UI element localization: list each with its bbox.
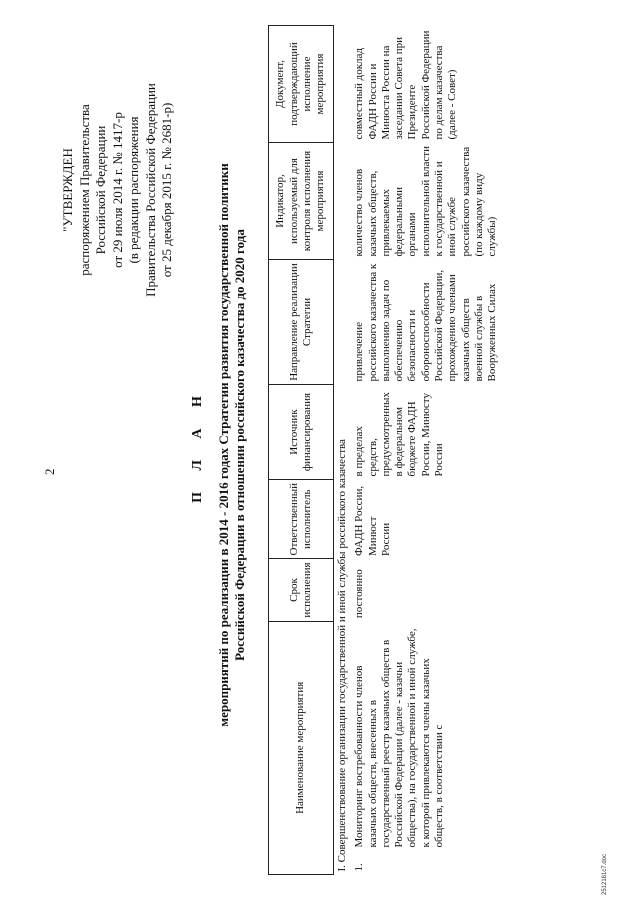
approval-line: от 29 июля 2014 г. № 1417-р [109,112,125,268]
cell-document: совместный доклад ФАДН России и Минюста России на заседании Совета при Президенте Российской Федерации по делам казачества (далее - Совет) [353,30,459,140]
approval-stamp [60,40,176,340]
approval-line: от 25 декабря 2015 г. № 2681-р) [159,102,174,278]
header-source: Источник финансирования [269,385,334,480]
approval-line: (в редакции распоряжения [126,116,141,264]
section-row [334,26,352,875]
header-direction: Направление реализации Стратегии [269,260,334,385]
page-number: 2 [42,468,57,475]
cell-indicator: количество членов казачьих обществ, привлекаемых федеральными органами исполнительной власти к государственной и иной службе российского казачества (по каждому виду службы) [353,146,499,257]
header-term: Срок исполнения [269,559,334,621]
file-code: 2512161c7.doc [602,853,608,895]
cell-direction: привлечение российского казачества к выполнению задач по обеспечению безопасности и обороноспособности Российской Федерации, прохождению членами казачьих обществ военной службы в Вооруженных Силах [353,263,499,382]
row-number: 1. [353,863,366,872]
plan-table [268,25,502,875]
cell-name: Мониторинг востребованности членов казачьих обществ, внесенных в государственный реестр казачьих обществ в Российской Федерации (далее - казачьи общества), на государственной и иной службе, к которой привлекаются члены казачьих обществ, в соответствии с [353,628,446,848]
header-responsible: Ответственный исполнитель [269,480,334,559]
cell-source: в пределах средств, предусмотренных в федеральном бюджете ФАДН России, Минюсту России [353,392,446,477]
cell-responsible: ФАДН России, Минюст России [353,485,392,556]
approval-line: "УТВЕРЖДЕН [60,148,75,232]
cell-term: постоянно [353,569,366,619]
approval-line: Правительства Российской Федерации [142,83,158,297]
approval-line: Российской Федерации [93,125,108,255]
plan-heading: П Л А Н [190,387,205,503]
document-title [190,15,248,875]
approval-line: распоряжением Правительства [76,104,92,276]
header-name: Наименование мероприятия [269,621,334,874]
table-header-row [269,26,334,875]
title-line: мероприятий по реализации в 2014 - 2016 годах Стратегии развития государственной политики [216,163,231,727]
title-line: Российской Федерации в отношении российского казачества до 2020 года [232,229,247,661]
section-title: I. Совершенствование организации государственной и иной службы российского казачества [336,439,348,872]
table-row [351,26,501,875]
header-indicator: Индикатор, используемый для контроля исполнения мероприятия [269,143,334,260]
header-document: Документ, подтверждающий исполнение мероприятия [269,26,334,143]
